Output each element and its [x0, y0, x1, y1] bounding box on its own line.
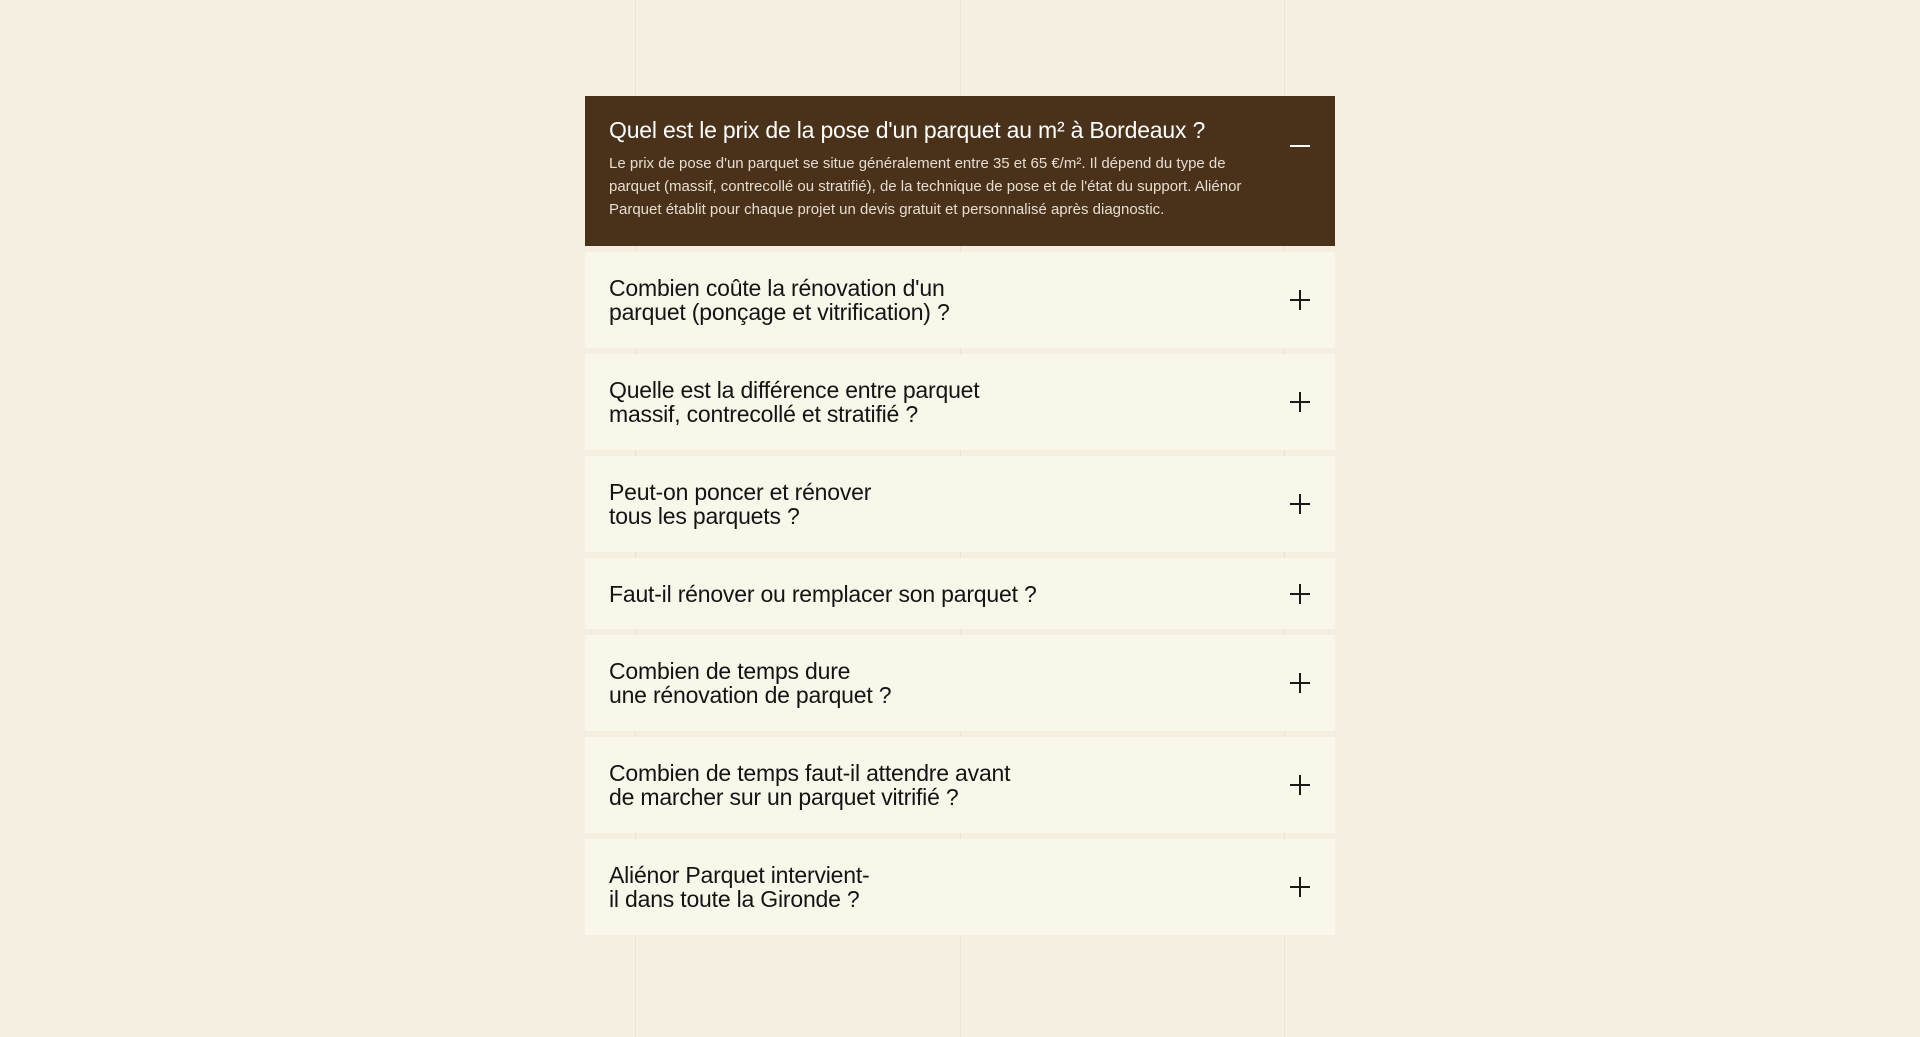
faq-accordion	[585, 96, 1335, 941]
faq-question[interactable]: Combien de temps dure une rénovation de parquet ?	[609, 658, 892, 708]
faq-item[interactable]	[585, 252, 1335, 348]
faq-question[interactable]: Aliénor Parquet intervient- il dans toute la Gironde ?	[609, 862, 870, 912]
faq-item[interactable]	[585, 96, 1335, 246]
faq-question[interactable]: Combien coûte la rénovation d'un parquet (ponçage et vitrification) ?	[609, 275, 950, 325]
plus-icon[interactable]	[1290, 584, 1310, 604]
faq-answer: Le prix de pose d'un parquet se situe généralement entre 35 et 65 €/m². Il dépend du type de parquet (massif, contrecollé ou stratifié), de la technique de pose et de l'état du support. Aliénor Parquet établit pour chaque projet un devis gratuit et personnalisé après diagnostic.	[609, 155, 1242, 218]
plus-icon[interactable]	[1290, 673, 1310, 693]
plus-icon[interactable]	[1290, 494, 1310, 514]
plus-icon[interactable]	[1290, 775, 1310, 795]
plus-icon[interactable]	[1290, 392, 1310, 412]
minus-icon[interactable]	[1290, 134, 1310, 154]
faq-item[interactable]	[585, 456, 1335, 552]
faq-item[interactable]	[585, 737, 1335, 833]
plus-icon[interactable]	[1290, 877, 1310, 897]
faq-item[interactable]	[585, 354, 1335, 450]
faq-item[interactable]	[585, 839, 1335, 935]
faq-question[interactable]: Quelle est la différence entre parquet massif, contrecollé et stratifié ?	[609, 377, 980, 427]
faq-question[interactable]: Combien de temps faut-il attendre avant de marcher sur un parquet vitrifié ?	[609, 760, 1011, 810]
faq-item[interactable]	[585, 635, 1335, 731]
faq-question[interactable]: Faut-il rénover ou remplacer son parquet ?	[609, 580, 1037, 607]
faq-question[interactable]: Quel est le prix de la pose d'un parquet au m² à Bordeaux ?	[609, 117, 1206, 143]
faq-item[interactable]	[585, 558, 1335, 629]
plus-icon[interactable]	[1290, 290, 1310, 310]
faq-question[interactable]: Peut-on poncer et rénover tous les parquets ?	[609, 479, 872, 529]
